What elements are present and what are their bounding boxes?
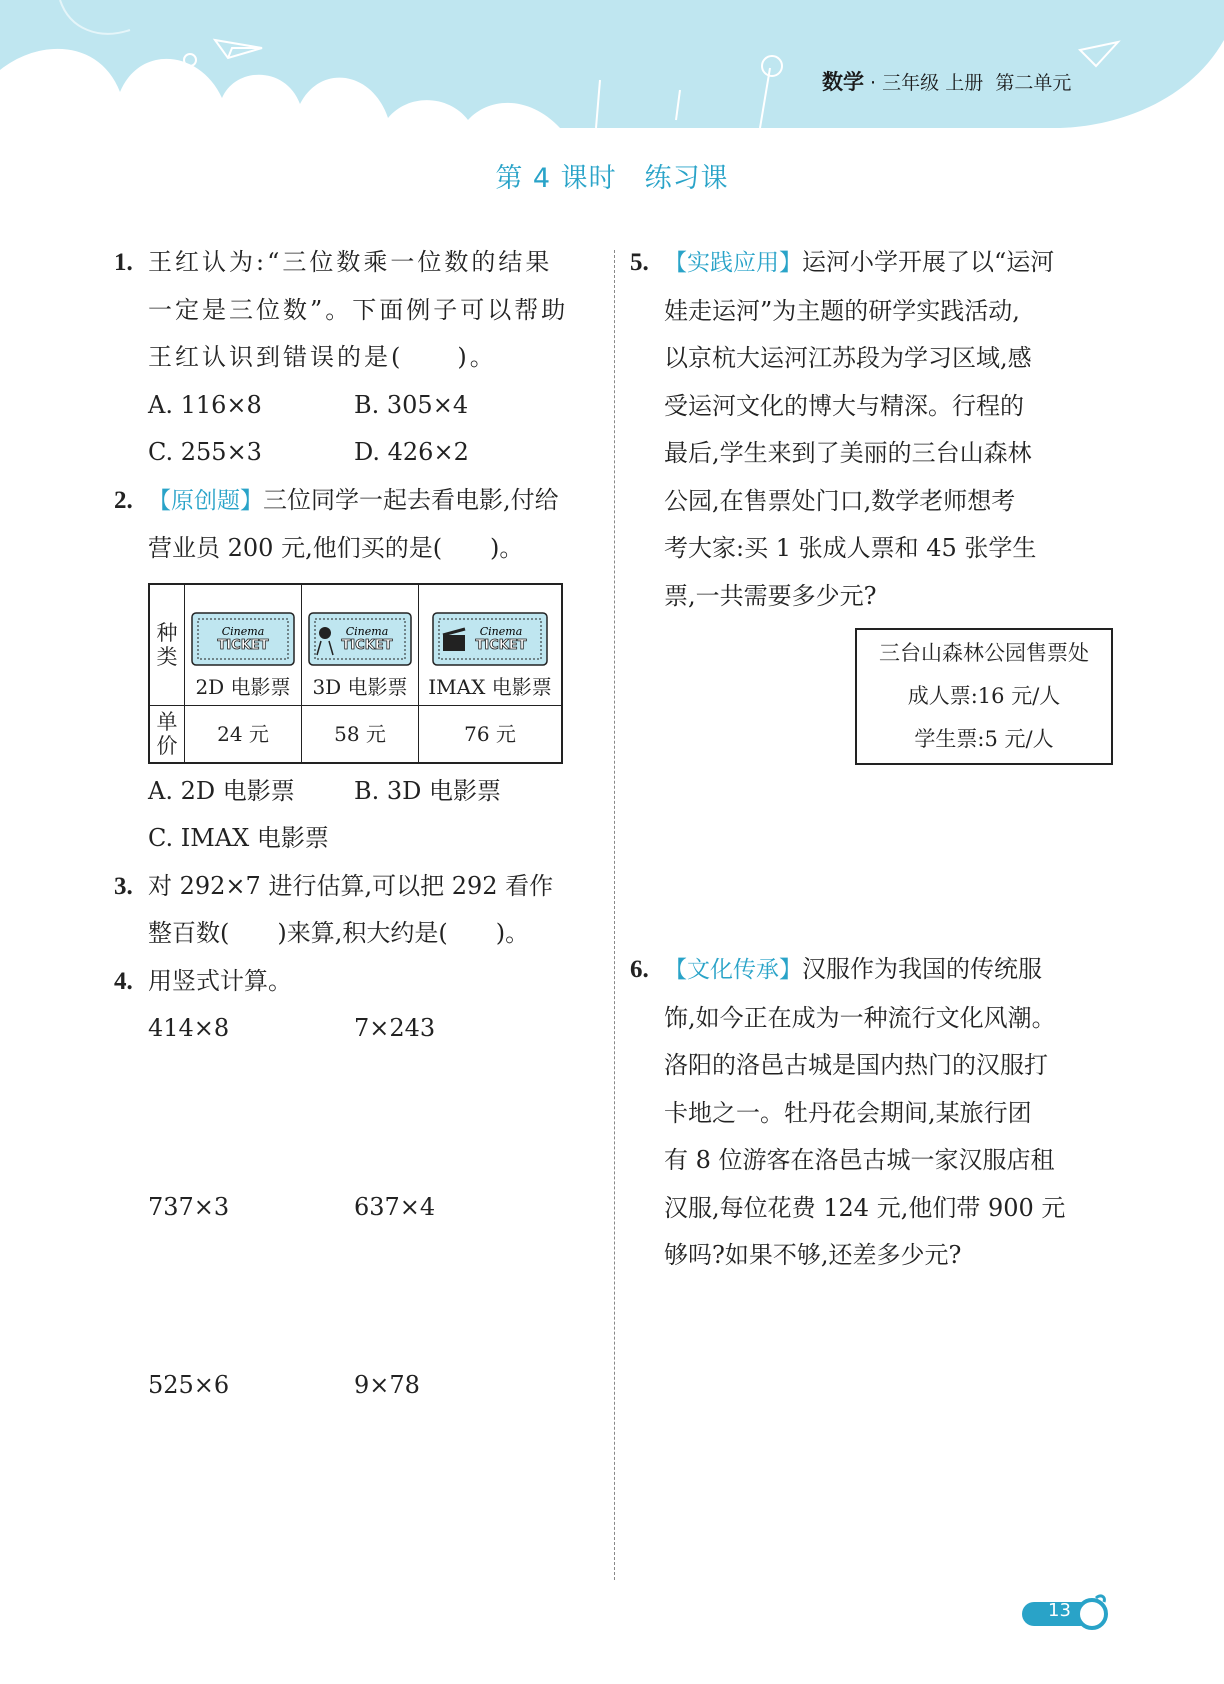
question-line: 营业员 200 元,他们买的是( )。 [148,534,524,562]
question-line: 一定是三位数”。下面例子可以帮助 [148,295,569,324]
left-column [114,239,604,1410]
question-line: 有 8 位游客在洛邑古城一家汉服店租 [664,1146,1055,1174]
svg-text:Cinema: Cinema [221,624,265,638]
option-a: A. 2D 电影票 [148,776,295,805]
calc-problem: 414×8 [148,1014,230,1042]
grade: 三年级 [882,72,940,94]
question-line: 最后,学生来到了美丽的三台山森林 [664,439,1032,467]
option-c: C. 255×3 [148,438,262,466]
cinema-ticket-projector-icon [307,611,413,667]
ticket-price-table [148,583,563,764]
svg-text:Cinema: Cinema [345,624,389,638]
separator: · [870,72,877,94]
subject-name: 数学 [822,70,864,94]
question-number: 3. [114,872,133,900]
table-row [149,705,562,763]
question-1 [114,239,604,382]
option-d: D. 426×2 [354,438,469,466]
calc-problem: 9×78 [354,1371,420,1399]
price-cell: 24 元 [185,705,302,763]
ticket-office-sign [855,628,1113,765]
cinema-ticket-clapper-icon [431,611,549,667]
question-line: 汉服,每位花费 124 元,他们带 900 元 [664,1193,1066,1222]
svg-text:Cinema: Cinema [479,624,523,638]
question-line: 公园,在售票处门口,数学老师想考 [664,486,1016,515]
sign-title: 三台山森林公园售票处 [879,641,1089,665]
calc-problem: 737×3 [148,1192,230,1221]
column-divider [614,250,615,1580]
question-line: 娃走运河”为主题的研学实践活动, [664,296,1020,325]
option-a: A. 116×8 [148,390,262,419]
option-b: B. 3D 电影票 [354,776,502,805]
option-c: C. IMAX 电影票 [148,824,329,852]
question-line: 王红认识到错误的是( )。 [148,343,497,371]
calc-row [114,1184,604,1232]
lesson-title: 第 4 课时 练习课 [495,163,729,194]
svg-text:TICKET: TICKET [217,637,269,653]
question-line: 考大家:买 1 张成人票和 45 张学生 [664,534,1037,562]
price-cell: 76 元 [419,705,563,763]
option-b: B. 305×4 [354,390,469,419]
question-tag: 【文化传承】 [664,957,802,983]
question-number: 1. [114,249,133,276]
ticket-label: IMAX 电影票 [428,674,552,699]
calc-problem: 525×6 [148,1371,230,1399]
question-3 [114,863,604,958]
calc-problem: 637×4 [354,1192,436,1221]
table-row [149,584,562,706]
page-header [0,0,1224,130]
question-tag: 【实践应用】 [664,250,802,276]
question-line: 整百数( )来算,积大约是( )。 [148,919,530,947]
row-header-type: 种类 [149,584,185,706]
svg-text:TICKET: TICKET [475,637,527,653]
question-2 [114,477,604,573]
question-4 [114,958,604,1006]
question-text: 汉服作为我国的传统服 [802,955,1042,983]
question-line [664,946,1116,995]
question-line: 够吗?如果不够,还差多少元? [664,1241,962,1269]
svg-text:TICKET: TICKET [341,637,393,653]
question-text: 运河小学开展了以“运河 [802,248,1055,276]
cinema-ticket-icon [190,611,296,667]
question-number: 4. [114,967,133,995]
options-row [114,429,604,477]
calc-problem: 7×243 [354,1014,436,1042]
question-tag: 【原创题】 [148,487,263,514]
question-line: 卡地之一。牡丹花会期间,某旅行团 [664,1098,1032,1127]
price-cell: 58 元 [302,705,419,763]
question-line: 票,一共需要多少元? [664,581,877,610]
question-line [664,239,1116,288]
question-number: 2. [114,486,133,514]
calc-row [114,1362,604,1410]
calc-row [114,1005,604,1053]
sky-cloud-banner [0,0,1224,130]
page-number: 13 [1048,1600,1071,1621]
ticket-cell-3d [302,584,419,706]
unit: 第二单元 [995,72,1072,94]
question-line: 对 292×7 进行估算,可以把 292 看作 [148,871,554,900]
ticket-cell-2d [185,584,302,706]
volume: 上册 [945,72,984,94]
page-number-badge [1020,1592,1110,1636]
question-line: 饰,如今正在成为一种流行文化风潮。 [664,1003,1056,1032]
book-info [822,66,1071,96]
question-5 [630,239,1116,620]
ticket-cell-imax [419,584,563,706]
ticket-label: 2D 电影票 [195,674,291,699]
options-row [114,815,604,863]
question-number: 6. [630,956,649,983]
question-line: 王红认为:“三位数乘一位数的结果 [148,248,553,276]
sign-adult-price: 成人票:16 元/人 [907,684,1061,708]
options-row [114,768,604,816]
question-line: 以京杭大运河江苏段为学习区域,感 [664,344,1032,372]
question-text: 三位同学一起去看电影,付给 [263,485,559,514]
question-line: 洛阳的洛邑古城是国内热门的汉服打 [664,1051,1048,1079]
question-number: 5. [630,249,649,276]
ticket-label: 3D 电影票 [312,674,408,699]
options-row [114,382,604,430]
sign-student-price: 学生票:5 元/人 [914,727,1054,751]
question-6 [630,946,1116,1280]
question-line [148,477,604,526]
question-line: 用竖式计算。 [148,966,292,995]
question-line: 受运河文化的博大与精深。行程的 [664,391,1024,420]
row-header-price: 单价 [149,705,185,763]
